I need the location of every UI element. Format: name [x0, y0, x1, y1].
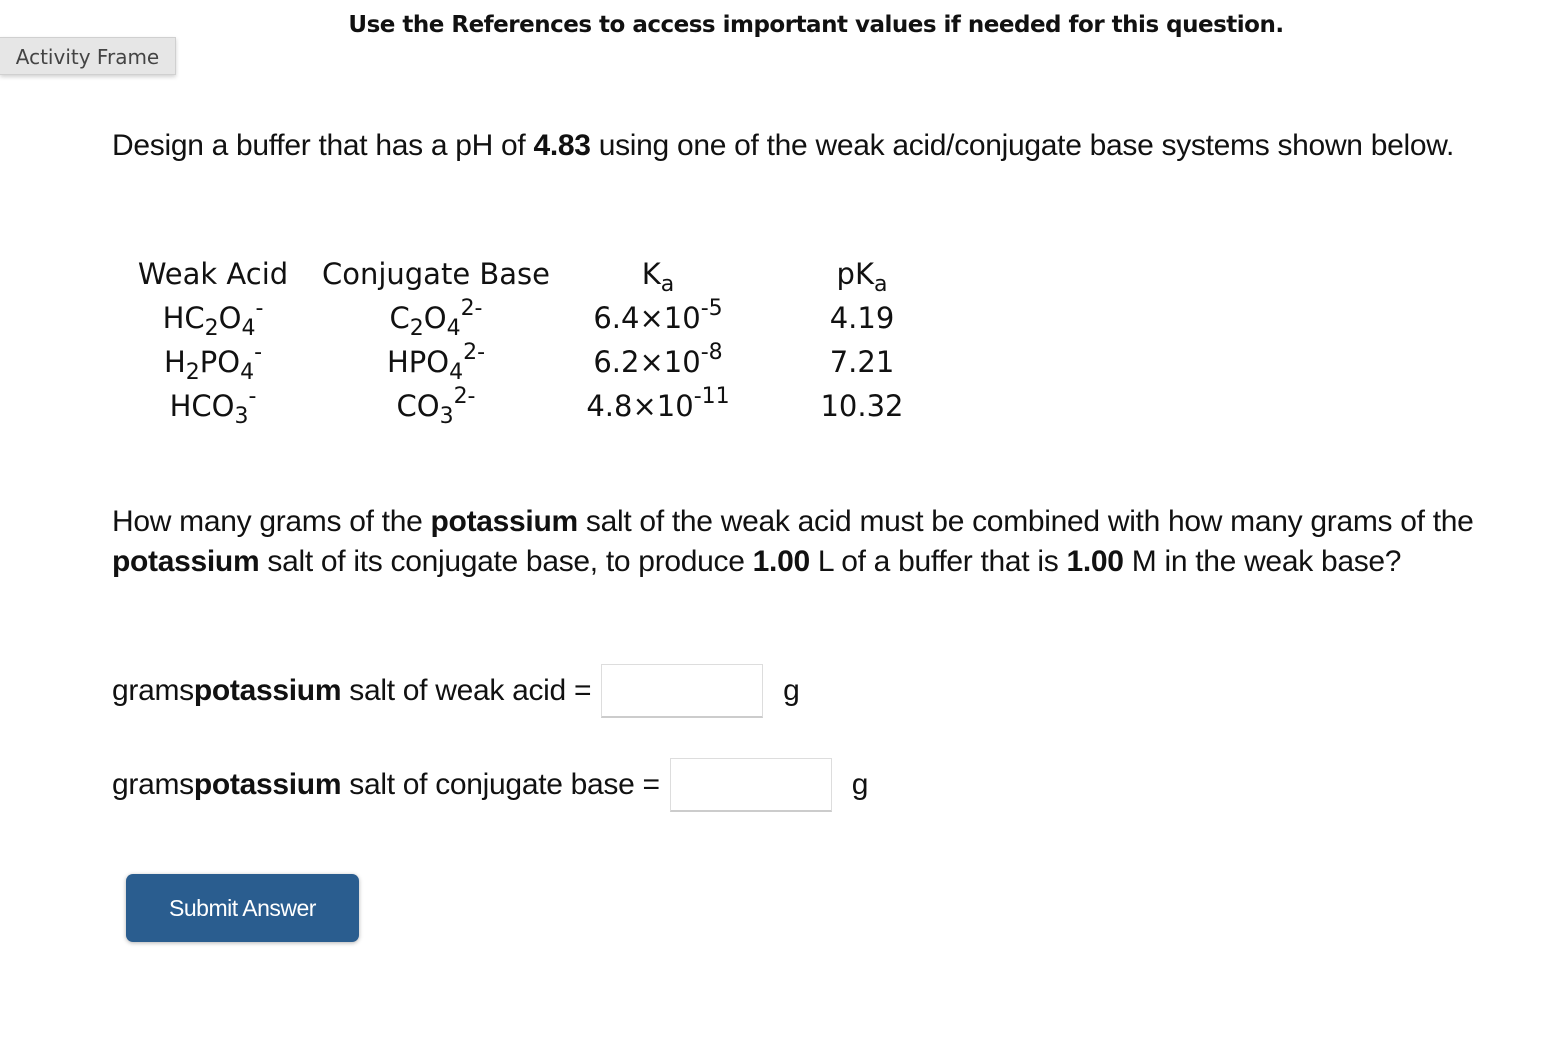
table-cell — [306, 257, 566, 291]
table-cell — [750, 345, 974, 379]
formula-text: 4.8×10 — [586, 389, 694, 423]
formula-sup: -5 — [700, 296, 723, 321]
formula-text: 6.4×10 — [593, 301, 701, 335]
formula-sub: 3 — [439, 404, 454, 429]
prompt-text: using one of the weak acid/conjugate base systems shown below. — [590, 129, 1454, 162]
answer-label: grams — [112, 674, 194, 707]
formula-sup: 2- — [463, 340, 486, 365]
formula-text: 10.32 — [820, 389, 904, 423]
formula-sup: 2- — [460, 296, 483, 321]
buffer-prompt — [112, 126, 1512, 166]
weak-acid-grams-input[interactable] — [601, 664, 763, 718]
submit-answer-button[interactable]: Submit Answer — [126, 874, 359, 942]
table-cell — [120, 257, 306, 291]
activity-frame-tab[interactable]: Activity Frame — [0, 37, 176, 75]
formula-sub: a — [660, 272, 675, 297]
table-cell — [120, 340, 306, 385]
references-note: Use the References to access important values if needed for this question. — [348, 12, 1284, 38]
formula-text: K — [641, 257, 661, 291]
formula-text: 6.2×10 — [593, 345, 701, 379]
q-text: M in the weak base? — [1123, 545, 1402, 578]
answer-row-conjugate-base — [112, 758, 868, 812]
answer-label-bold: potassium — [193, 768, 342, 801]
table-row — [120, 340, 974, 384]
q-text: How many grams of the — [112, 505, 431, 538]
answer-label-bold: potassium — [193, 674, 342, 707]
acid-base-table — [120, 252, 974, 428]
q-bold: potassium — [112, 545, 260, 578]
formula-text: HPO — [386, 345, 450, 379]
table-cell — [306, 296, 566, 341]
formula-text: PO — [199, 345, 241, 379]
table-row — [120, 384, 974, 428]
formula-sup: - — [255, 296, 264, 321]
table-cell — [120, 296, 306, 341]
formula-sup: - — [254, 340, 263, 365]
answer-label: salt of conjugate base = — [341, 768, 660, 801]
table-cell — [566, 384, 750, 423]
table-cell — [566, 340, 750, 379]
formula-text: Conjugate Base — [321, 257, 551, 291]
answer-row-weak-acid — [112, 664, 800, 718]
formula-sup: - — [248, 384, 257, 409]
formula-sub: 2 — [185, 360, 200, 385]
formula-sub: 2 — [204, 316, 219, 341]
table-cell — [306, 340, 566, 385]
q-text: salt of its conjugate base, to produce — [259, 545, 753, 578]
table-cell — [750, 389, 974, 423]
table-row — [120, 296, 974, 340]
table-cell — [566, 257, 750, 297]
prompt-text: Design a buffer that has a pH of — [112, 129, 534, 162]
formula-text: H — [163, 345, 186, 379]
table-cell — [750, 301, 974, 335]
unit-label: g — [783, 674, 800, 707]
formula-sub: 3 — [234, 404, 249, 429]
formula-text: O — [423, 301, 447, 335]
formula-text: Weak Acid — [137, 257, 289, 291]
formula-sub: 4 — [449, 360, 464, 385]
formula-sub: 4 — [446, 316, 461, 341]
conjugate-base-grams-input[interactable] — [670, 758, 832, 812]
table-header-row — [120, 252, 974, 296]
target-ph: 4.83 — [533, 129, 591, 162]
question-text — [112, 502, 1502, 582]
formula-text: HC — [162, 301, 205, 335]
q-text: L of a buffer that is — [809, 545, 1067, 578]
table-cell — [120, 384, 306, 429]
formula-sub: 4 — [240, 360, 255, 385]
formula-text: 7.21 — [829, 345, 895, 379]
formula-text: CO — [396, 389, 440, 423]
unit-label: g — [851, 768, 869, 801]
q-bold: 1.00 — [1066, 545, 1124, 578]
formula-text: C — [389, 301, 410, 335]
table-cell — [306, 384, 566, 429]
q-bold: 1.00 — [752, 545, 810, 578]
formula-sup: -11 — [693, 384, 730, 409]
table-cell — [750, 257, 974, 297]
formula-text: HCO — [169, 389, 235, 423]
formula-sup: 2- — [453, 384, 476, 409]
formula-sub: a — [873, 272, 888, 297]
formula-sub: 2 — [409, 316, 424, 341]
formula-text: 4.19 — [829, 301, 895, 335]
q-text: salt of the weak acid must be combined with how many grams of the — [577, 505, 1474, 538]
q-bold: potassium — [430, 505, 578, 538]
formula-sub: 4 — [241, 316, 256, 341]
formula-sup: -8 — [700, 340, 723, 365]
formula-text: O — [218, 301, 242, 335]
answer-label: salt of weak acid = — [341, 674, 592, 707]
formula-text: pK — [836, 257, 874, 291]
answer-label: grams — [112, 768, 194, 801]
table-cell — [566, 296, 750, 335]
